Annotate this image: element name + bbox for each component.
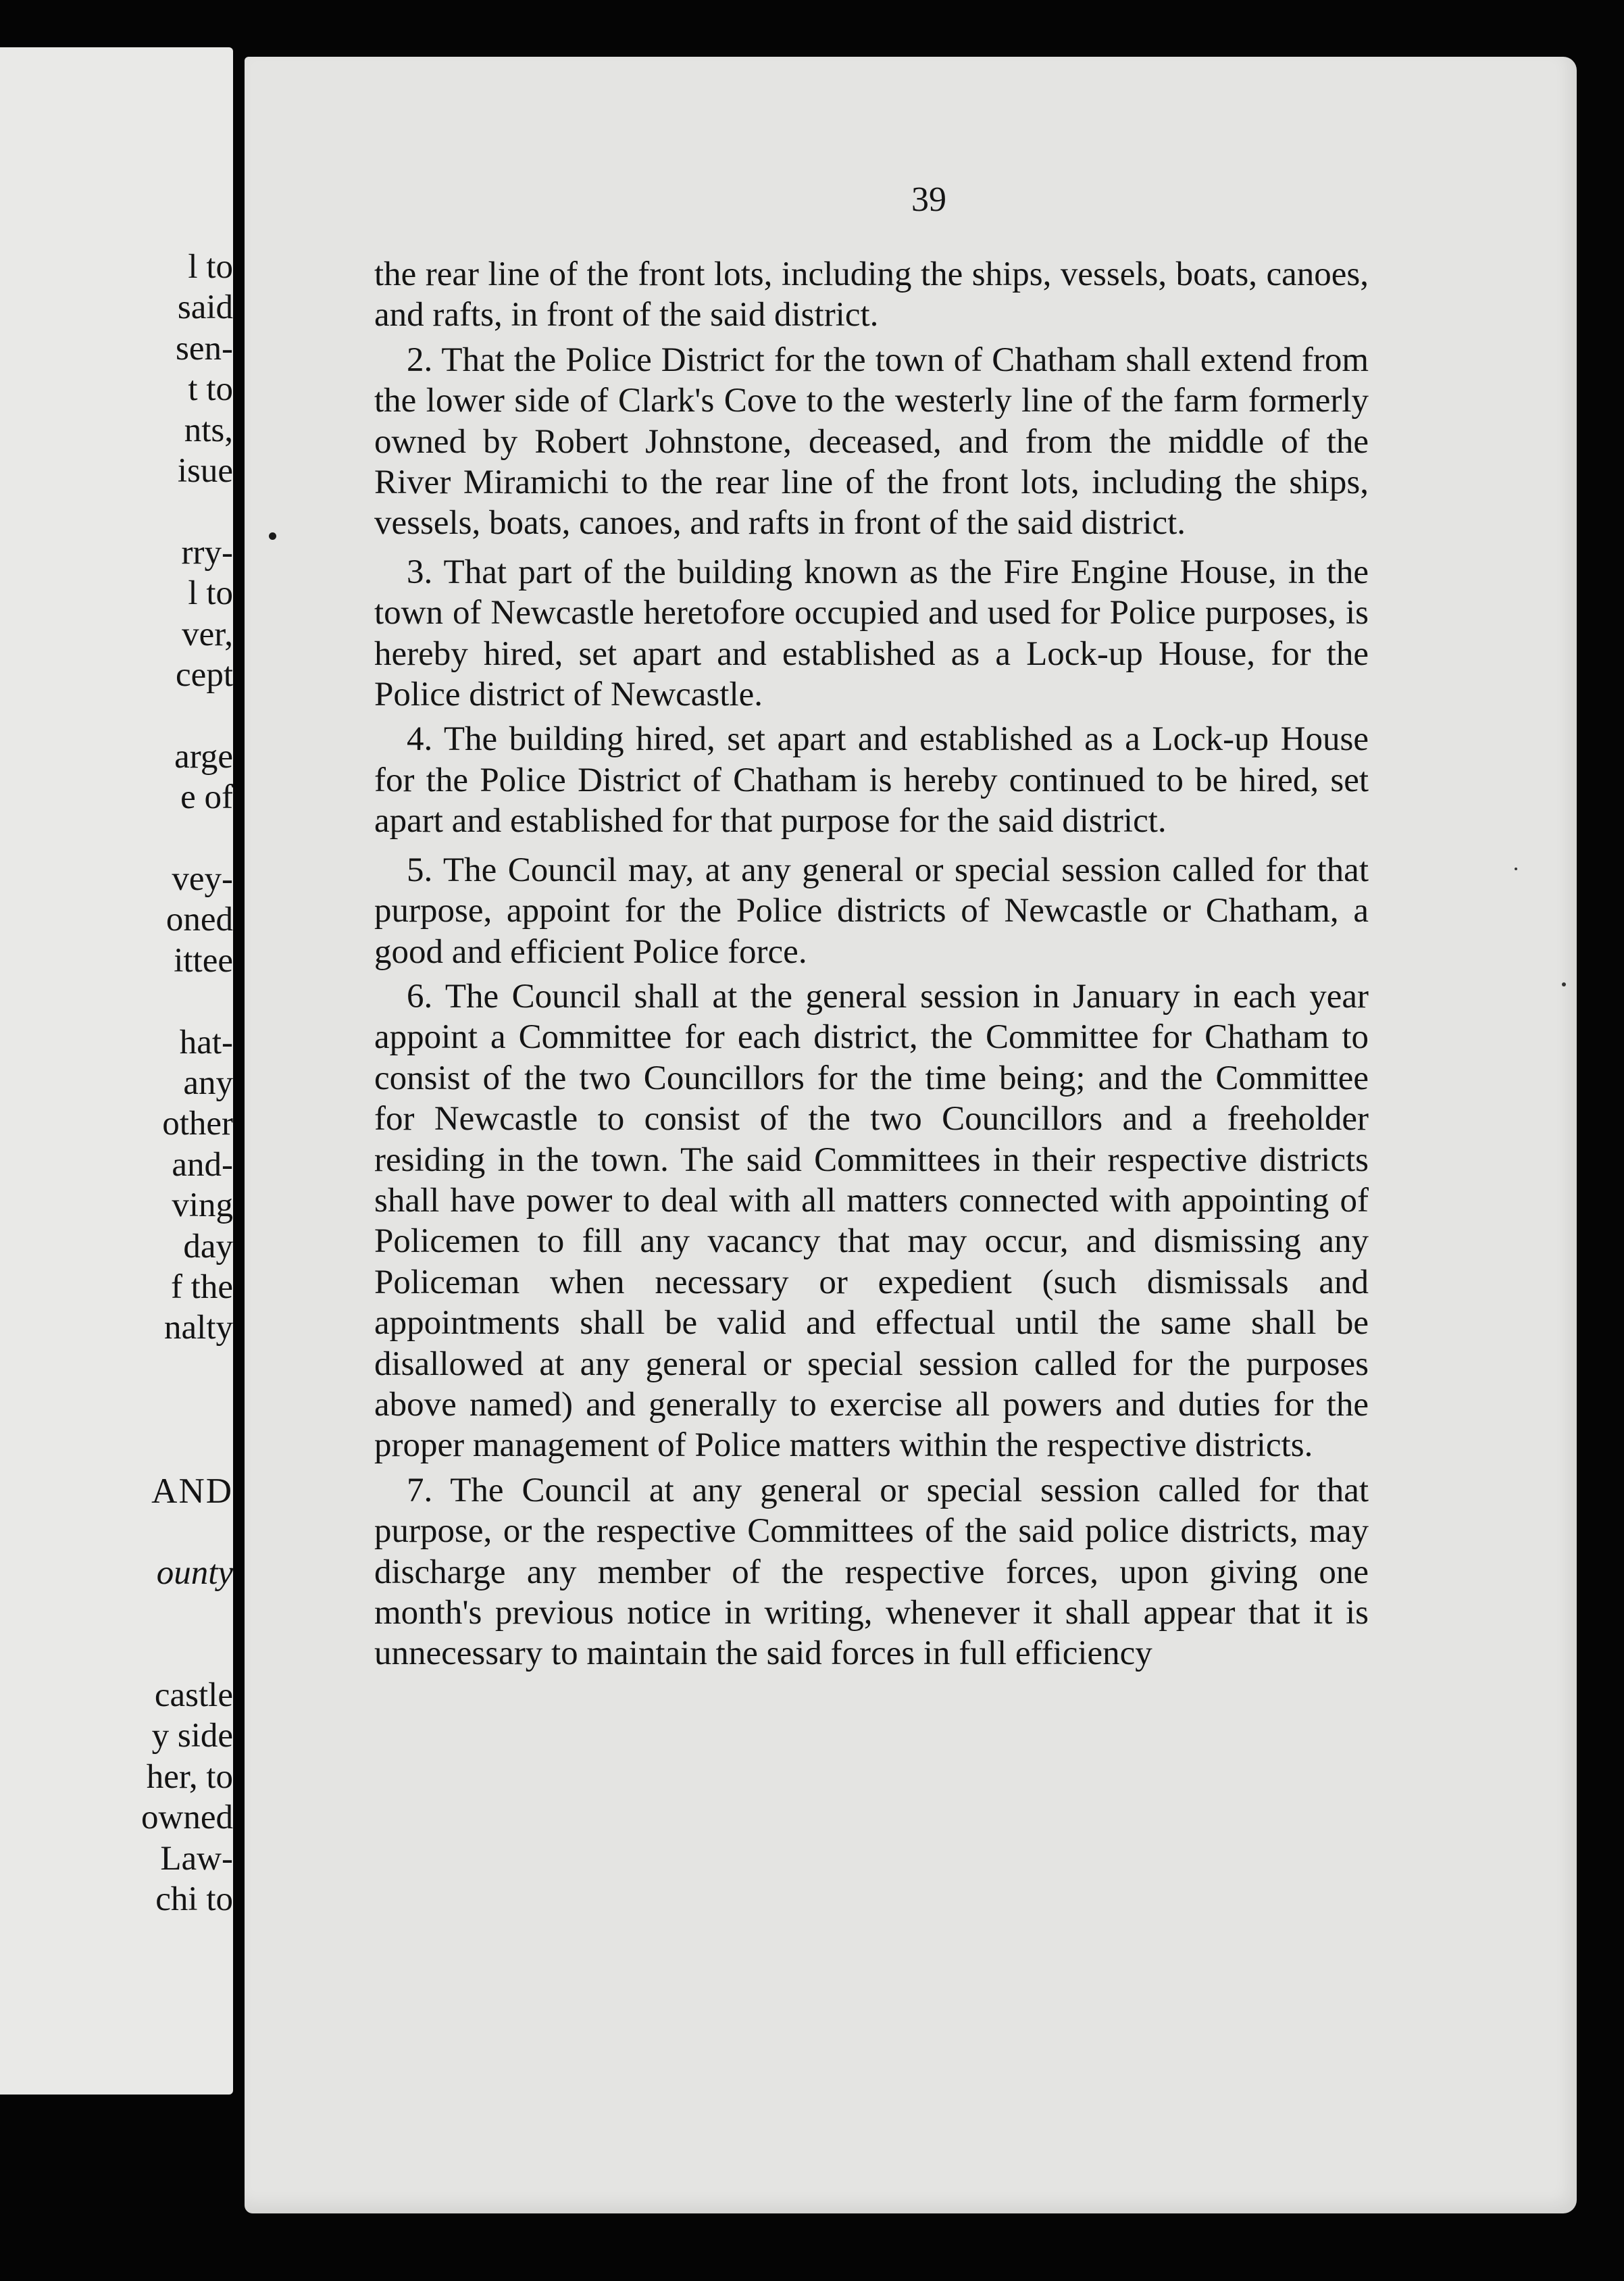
left-page-fragment: nts, [184, 411, 233, 449]
left-page-fragment: oned [166, 901, 233, 939]
left-page-fragment: vey- [172, 860, 233, 898]
left-facing-page [0, 47, 233, 2095]
left-page-fragment: y side [151, 1717, 233, 1755]
left-page-fragment: AND [151, 1472, 233, 1511]
paragraph-section-7: 7. The Council at any general or special session called for that purpose, or the respective Committees of the said police districts, may discharge any member of the respective forces, upon giving one month's previous notice in writing, whenever it shall appear that it is unnecessary to maintain the said forces in full efficiency [374, 1471, 1369, 1673]
left-page-fragment: Law- [160, 1839, 233, 1878]
paragraph-section-2: 2. That the Police District for the town of Chatham shall extend from the lower side of Clark's Cove to the westerly line of the farm formerly owned by Robert Johnstone, deceased, and from the middle of the River Miramichi to the rear line of the front lots, including the ships, vessels, boats, canoes, and rafts in front of the said district. [374, 341, 1369, 543]
left-page-fragment: and- [172, 1145, 233, 1184]
left-page-fragment: arge [174, 737, 233, 776]
left-page-fragment: ving [172, 1186, 233, 1225]
left-page-fragment: any [183, 1064, 233, 1102]
ink-speck [1562, 982, 1566, 986]
ink-speck [1515, 868, 1517, 870]
left-page-fragment: f the [170, 1268, 233, 1306]
main-page [245, 57, 1577, 2213]
left-page-fragment: sen- [176, 329, 233, 368]
left-page-fragment: isue [177, 452, 233, 490]
body-text [374, 254, 1369, 1674]
paragraph-section-5: 5. The Council may, at any general or special session called for that purpose, appoint for the Police districts of Newcastle or Chatham, a good and efficient Police force. [374, 851, 1369, 971]
left-page-fragment: said [177, 289, 233, 327]
left-page-fragment: chi to [155, 1880, 233, 1918]
left-page-fragment: l to [188, 248, 233, 286]
left-page-fragment: owned [141, 1799, 233, 1837]
left-page-fragment: cept [176, 656, 233, 694]
left-page-fragment: ittee [174, 941, 233, 980]
left-page-fragment: day [183, 1227, 233, 1265]
page-number: 39 [911, 180, 946, 219]
left-page-fragment: ver, [182, 615, 233, 653]
left-page-fragment: l to [188, 574, 233, 613]
left-page-fragment: castle [154, 1676, 233, 1714]
left-page-fragment: rry- [181, 533, 233, 572]
left-page-fragment: hat- [179, 1023, 233, 1061]
left-page-fragment: other [162, 1105, 233, 1143]
left-page-fragment: ounty [156, 1553, 233, 1592]
left-page-fragment: t to [188, 370, 233, 409]
paragraph-section-3: 3. That part of the building known as the Fire Engine House, in the town of Newcastle heretofore occupied and used for Police purposes, is hereby hired, set apart and established as a Lock-up House, for the Police district of Newcastle. [374, 553, 1369, 714]
left-page-fragment: e of [180, 778, 233, 817]
paragraph-section-6: 6. The Council shall at the general session in January in each year appoint a Committee for each district, the Committee for Chatham to consist of the two Councillors for the time being; and the Committee for Newcastle to consist of the two Councillors and a freeholder residing in the town. The said Committees in their respective districts shall have power to deal with all matters connected with appointing of Policemen to fill any vacancy that may occur, and dismissing any Policeman when necessary or expedient (such dismissals and appointments shall be valid and effectual until the same shall be disallowed at any general or special session called for the purposes above named) and generally to exercise all powers and duties for the proper management of Police matters within the respective districts. [374, 977, 1369, 1465]
left-page-fragment: nalty [164, 1309, 233, 1347]
left-page-line-fragments [0, 47, 233, 2095]
left-page-fragment: her, to [146, 1757, 233, 1796]
paragraph-section-4: 4. The building hired, set apart and established as a Lock-up House for the Police District of Chatham is hereby continued to be hired, set apart and established for that purpose for the said district. [374, 720, 1369, 841]
paragraph-continuation: the rear line of the front lots, including the ships, vessels, boats, canoes, and rafts, in front of the said district. [374, 255, 1369, 334]
margin-bullet-mark [269, 532, 276, 540]
